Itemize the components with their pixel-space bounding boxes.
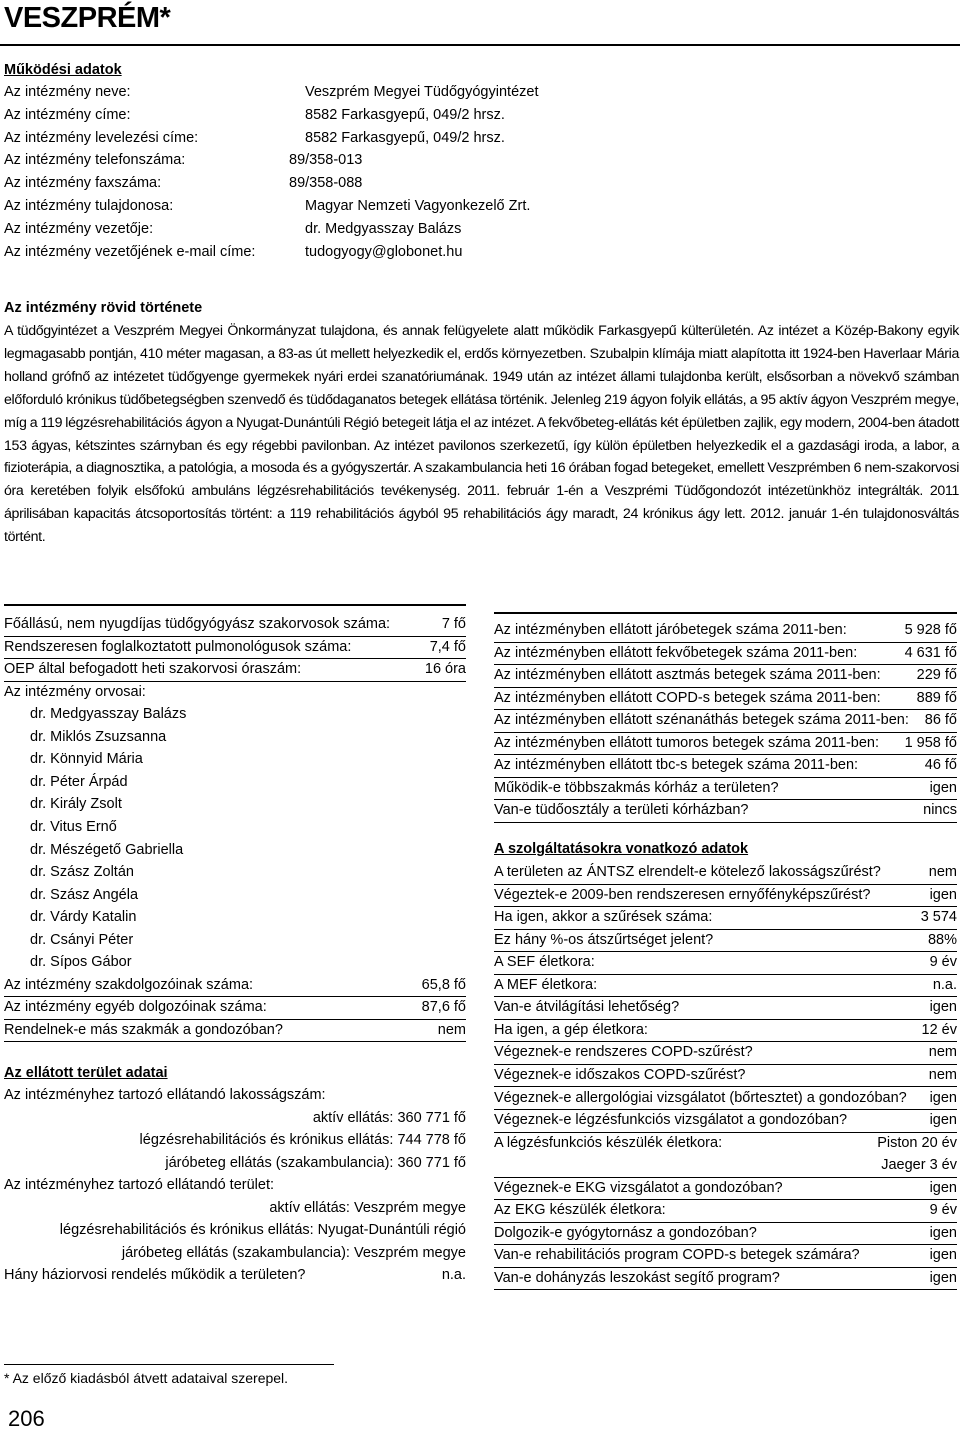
staff-row-label: Rendszeresen foglalkoztatott pulmonológusok száma: — [4, 638, 352, 655]
doctor-name: dr. Szász Angéla — [30, 886, 139, 903]
ops-value: Veszprém Megyei Tüdőgyógyintézet — [305, 84, 539, 100]
staff-row — [4, 1019, 466, 1043]
staff-row-label: Főállású, nem nyugdíjas tüdőgyógyász szakorvosok száma: — [4, 616, 391, 632]
service-row-value: Piston 20 év — [877, 1134, 957, 1151]
doctor-name: dr. Szász Zoltán — [30, 864, 134, 881]
staff-row-value: 16 óra — [424, 661, 466, 678]
population-label: Az intézményhez tartozó ellátandó lakosságszám: — [4, 1087, 326, 1103]
staff-row-label: Az intézmény szakdolgozóinak száma: — [4, 976, 254, 993]
page-title: VESZPRÉM* — [4, 2, 171, 34]
staff-row — [4, 636, 466, 660]
doctor-name: dr. Vitus Ernő — [30, 818, 117, 835]
doctor-name: dr. Péter Árpád — [30, 773, 128, 790]
staff-row-label: OEP által befogadott heti szakorvosi óraszám: — [4, 661, 302, 678]
title-rule — [0, 44, 960, 46]
service-row — [494, 1087, 957, 1111]
stat-row-value: igen — [929, 779, 957, 796]
ops-label: Az intézmény tulajdonosa: — [4, 198, 174, 214]
ops-label: Az intézmény levelezési címe: — [4, 129, 199, 146]
stat-row — [494, 642, 957, 666]
ops-value: 89/358-088 — [289, 175, 363, 192]
doctor-name: dr. Csányi Péter — [30, 931, 134, 948]
stat-row-value: 86 fő — [924, 712, 957, 729]
service-row-value: 9 év — [929, 1202, 957, 1219]
service-row-label: Végeznek-e időszakos COPD-szűrést? — [494, 1066, 746, 1083]
stat-row-label: Működik-e többszakmás kórház a területen? — [494, 779, 779, 796]
ops-label: Az intézmény vezetőjének e-mail címe: — [4, 243, 256, 260]
staff-row — [4, 658, 466, 682]
stat-row-label: Az intézményben ellátott szénanáthás betegek száma 2011-ben: — [494, 712, 909, 729]
service-row-value: igen — [929, 1224, 957, 1241]
ops-value: dr. Medgyasszay Balázs — [305, 220, 462, 237]
service-row — [494, 1109, 957, 1133]
ops-value: 8582 Farkasgyepű, 049/2 hrsz. — [305, 106, 505, 123]
gp-count-row-label: Hány háziorvosi rendelés működik a területen? — [4, 1267, 306, 1284]
ops-heading: Működési adatok — [4, 62, 122, 78]
footnote: * Az előző kiadásból átvett adataival szerepel. — [4, 1370, 289, 1386]
stat-row-label: Az intézményben ellátott asztmás betegek száma 2011-ben: — [494, 667, 881, 684]
ops-label: Az intézmény címe: — [4, 106, 131, 123]
stat-row-value: 4 631 fő — [904, 644, 957, 661]
ops-label: Az intézmény vezetője: — [4, 220, 154, 237]
service-row-label: Ha igen, akkor a szűrések száma: — [494, 909, 713, 926]
service-row-label: A területen az ÁNTSZ elrendelt-e kötelező lakosságszűrést? — [494, 864, 881, 880]
history-paragraph: A tüdőgyintézet a Veszprém Megyei Önkormányzat tulajdona, és annak felügyelete alatt működik Farkasgyepű külterületén. Az intézet a Közép-Bakony egyik legmagasabb pontján, 410 méter magasan, a 83-as út mellett helyezkedik el, erdős környezetben. Szubalpin klímája miatt alapította itt 1924-ben Haverlaar Mária holland grófnő az intézetet tüdőgyenge gyermekek nyári erdei szanatóriumának. 1949 után az intézet állami tulajdonba került, elsősorban a növekvő számban előforduló krónikus tüdőbetegségben szenvedő és tüdődaganatos betegek ellátása történik. Jelenleg 219 ágyon folyik ellátás, a 95 aktív ágyon Veszprém megye, míg a 119 légzésrehabilitációs ágyon a Nyugat-Dunántúli Régió betegeit látja el az intézet. A fekvőbeteg-ellátás két épületben zajlik, egy modern, 2004-ben átadott 153 ágyas, kétszintes szárnyban és egy régebbi pavilonban. Az intézet pavilonos szerkezetű, így külön épületben helyezkedik el a gazdasági iroda, a labor, a fizioterápia, a diagnosztika, a patológia, a mosoda és a gyógyszertár. A szakambulancia heti 16 órában fogad betegeket, emellett Veszprémben 6 nem-szakorvosi óra keretében folyik elsőfokú ambuláns légzésrehabilitációs tevékenység. 2011. február 1-én a Veszprémi Tüdőgondozót intézetünkhöz integrálták. 2011 áprilisában kapacitás átcsoportosítás történt: a 119 rehabilitációs ágyból 95 rehabilitációs ágy maradt, 24 krónikus ágy lett. 2012. január 1-én tulajdonosváltás történt. — [4, 323, 959, 546]
stat-row-value: 5 928 fő — [904, 622, 957, 638]
service-row — [494, 1019, 957, 1043]
service-row — [494, 929, 957, 953]
service-row-value: igen — [929, 1247, 957, 1264]
gp-count-row — [4, 1264, 466, 1287]
service-row — [494, 1199, 957, 1223]
stat-row-value: nincs — [923, 802, 957, 819]
service-row-value: igen — [929, 1089, 957, 1106]
service-row — [494, 1177, 957, 1201]
page-number: 206 — [8, 1406, 45, 1431]
service-row-label: Végeznek-e rendszeres COPD-szűrést? — [494, 1044, 753, 1061]
stat-row-label: Az intézményben ellátott fekvőbetegek száma 2011-ben: — [494, 644, 858, 661]
doctors-label: Az intézmény orvosai: — [4, 683, 146, 700]
stat-row — [494, 799, 957, 823]
service-row-value: nem — [928, 1044, 957, 1061]
service-row-value: nem — [928, 864, 957, 880]
section-rule — [494, 612, 957, 614]
staff-row-label: Az intézmény egyéb dolgozóinak száma: — [4, 999, 267, 1016]
stat-row — [494, 619, 957, 643]
service-row-value: igen — [929, 1112, 957, 1129]
ops-value: 89/358-013 — [289, 152, 363, 169]
area-heading: Az ellátott terület adatai — [4, 1065, 168, 1081]
service-row-label: Van-e átvilágítási lehetőség? — [494, 999, 680, 1016]
service-row-label: Végeznek-e allergológiai vizsgálatot (bőrtesztet) a gondozóban? — [494, 1089, 907, 1106]
stat-row — [494, 754, 957, 778]
history-heading: Az intézmény rövid története — [4, 300, 203, 316]
service-row — [494, 1132, 957, 1178]
service-row-value: n.a. — [932, 976, 957, 993]
stat-row-label: Az intézményben ellátott tbc-s betegek száma 2011-ben: — [494, 757, 859, 774]
service-row — [494, 861, 957, 885]
service-row — [494, 951, 957, 975]
population-item: járóbeteg ellátás (szakambulancia): 360 771 fő — [165, 1154, 466, 1171]
stat-row-value: 889 fő — [916, 689, 957, 706]
service-row-value: igen — [929, 1179, 957, 1196]
staff-row-value: 7,4 fő — [429, 638, 466, 655]
service-row-label: Végeztek-e 2009-ben rendszeresen ernyőfényképszűrést? — [494, 886, 871, 903]
service-row — [494, 1244, 957, 1268]
service-row — [494, 1222, 957, 1246]
service-row — [494, 996, 957, 1020]
doctor-name: dr. Miklós Zsuzsanna — [30, 728, 167, 745]
service-row-value-2: Jaeger 3 év — [881, 1157, 957, 1174]
staff-row-value: 87,6 fő — [421, 999, 466, 1016]
stat-row-value: 1 958 fő — [904, 734, 957, 751]
staff-row — [4, 613, 466, 637]
stat-row-label: Az intézményben ellátott járóbetegek száma 2011-ben: — [494, 622, 847, 638]
stat-row — [494, 664, 957, 688]
population-item: légzésrehabilitációs és krónikus ellátás: 744 778 fő — [139, 1132, 466, 1149]
stat-row — [494, 709, 957, 733]
service-row-value: nem — [928, 1066, 957, 1083]
service-row — [494, 1267, 957, 1291]
service-row-label: Végeznek-e EKG vizsgálatot a gondozóban? — [494, 1179, 783, 1196]
service-row-value: 12 év — [921, 1021, 957, 1038]
territory-item: légzésrehabilitációs és krónikus ellátás: Nyugat-Dunántúli régió — [59, 1222, 466, 1239]
ops-label: Az intézmény neve: — [4, 84, 131, 100]
service-row — [494, 974, 957, 998]
doctor-name: dr. Sípos Gábor — [30, 954, 132, 971]
service-row — [494, 1064, 957, 1088]
staff-row — [4, 974, 466, 998]
service-row-label: Az EKG készülék életkora: — [494, 1202, 666, 1219]
population-item: aktív ellátás: 360 771 fő — [312, 1109, 466, 1126]
section-rule — [4, 604, 466, 606]
stat-row-label: Van-e tüdőosztály a területi kórházban? — [494, 802, 749, 819]
service-row-label: A légzésfunkciós készülék életkora: — [494, 1134, 723, 1151]
service-row-label: Végeznek-e légzésfunkciós vizsgálatot a gondozóban? — [494, 1112, 848, 1129]
stat-row-value: 46 fő — [924, 757, 957, 774]
doctor-name: dr. Könnyid Mária — [30, 751, 143, 768]
staff-row-value: 7 fő — [441, 616, 466, 632]
service-row-value: 88% — [927, 931, 957, 948]
service-row-value: igen — [929, 1269, 957, 1286]
territory-item: járóbeteg ellátás (szakambulancia): Veszprém megye — [121, 1244, 466, 1261]
service-row — [494, 884, 957, 908]
territory-label: Az intézményhez tartozó ellátandó terület: — [4, 1177, 275, 1194]
service-row-value: 3 574 — [920, 909, 957, 926]
service-row — [494, 1041, 957, 1065]
service-row-label: Ha igen, a gép életkora: — [494, 1021, 648, 1038]
doctor-name: dr. Várdy Katalin — [30, 909, 137, 926]
service-row-label: A SEF életkora: — [494, 954, 595, 971]
ops-value: 8582 Farkasgyepű, 049/2 hrsz. — [305, 129, 505, 146]
gp-count-row-value: n.a. — [441, 1267, 466, 1284]
staff-row-label: Rendelnek-e más szakmák a gondozóban? — [4, 1021, 283, 1038]
staff-row-value: 65,8 fő — [421, 976, 466, 993]
service-row-label: Ez hány %-os átszűrtséget jelent? — [494, 931, 714, 948]
service-row-value: igen — [929, 886, 957, 903]
stat-row — [494, 777, 957, 801]
service-row-value: igen — [929, 999, 957, 1016]
staff-row — [4, 996, 466, 1020]
service-row — [494, 906, 957, 930]
doctor-name: dr. Medgyasszay Balázs — [30, 706, 187, 723]
service-row-value: 9 év — [929, 954, 957, 971]
service-row-label: Van-e dohányzás leszokást segítő program? — [494, 1269, 780, 1286]
ops-value: tudogyogy@globonet.hu — [305, 243, 463, 260]
stat-row — [494, 687, 957, 711]
service-row-label: Dolgozik-e gyógytornász a gondozóban? — [494, 1224, 757, 1241]
doctor-name: dr. Mészégető Gabriella — [30, 841, 184, 858]
service-row-label: Van-e rehabilitációs program COPD-s betegek számára? — [494, 1247, 860, 1264]
stat-row — [494, 732, 957, 756]
stat-row-label: Az intézményben ellátott COPD-s betegek száma 2011-ben: — [494, 689, 881, 706]
footnote-rule — [4, 1364, 334, 1365]
territory-item: aktív ellátás: Veszprém megye — [269, 1199, 466, 1216]
stat-row-value: 229 fő — [916, 667, 957, 684]
ops-value: Magyar Nemzeti Vagyonkezelő Zrt. — [305, 198, 531, 214]
doctor-name: dr. Király Zsolt — [30, 796, 122, 813]
stat-row-label: Az intézményben ellátott tumoros betegek száma 2011-ben: — [494, 734, 880, 751]
service-row-label: A MEF életkora: — [494, 976, 598, 993]
staff-row-value: nem — [437, 1021, 466, 1038]
ops-label: Az intézmény telefonszáma: — [4, 152, 186, 169]
ops-label: Az intézmény faxszáma: — [4, 175, 162, 192]
services-heading: A szolgáltatásokra vonatkozó adatok — [494, 841, 749, 857]
